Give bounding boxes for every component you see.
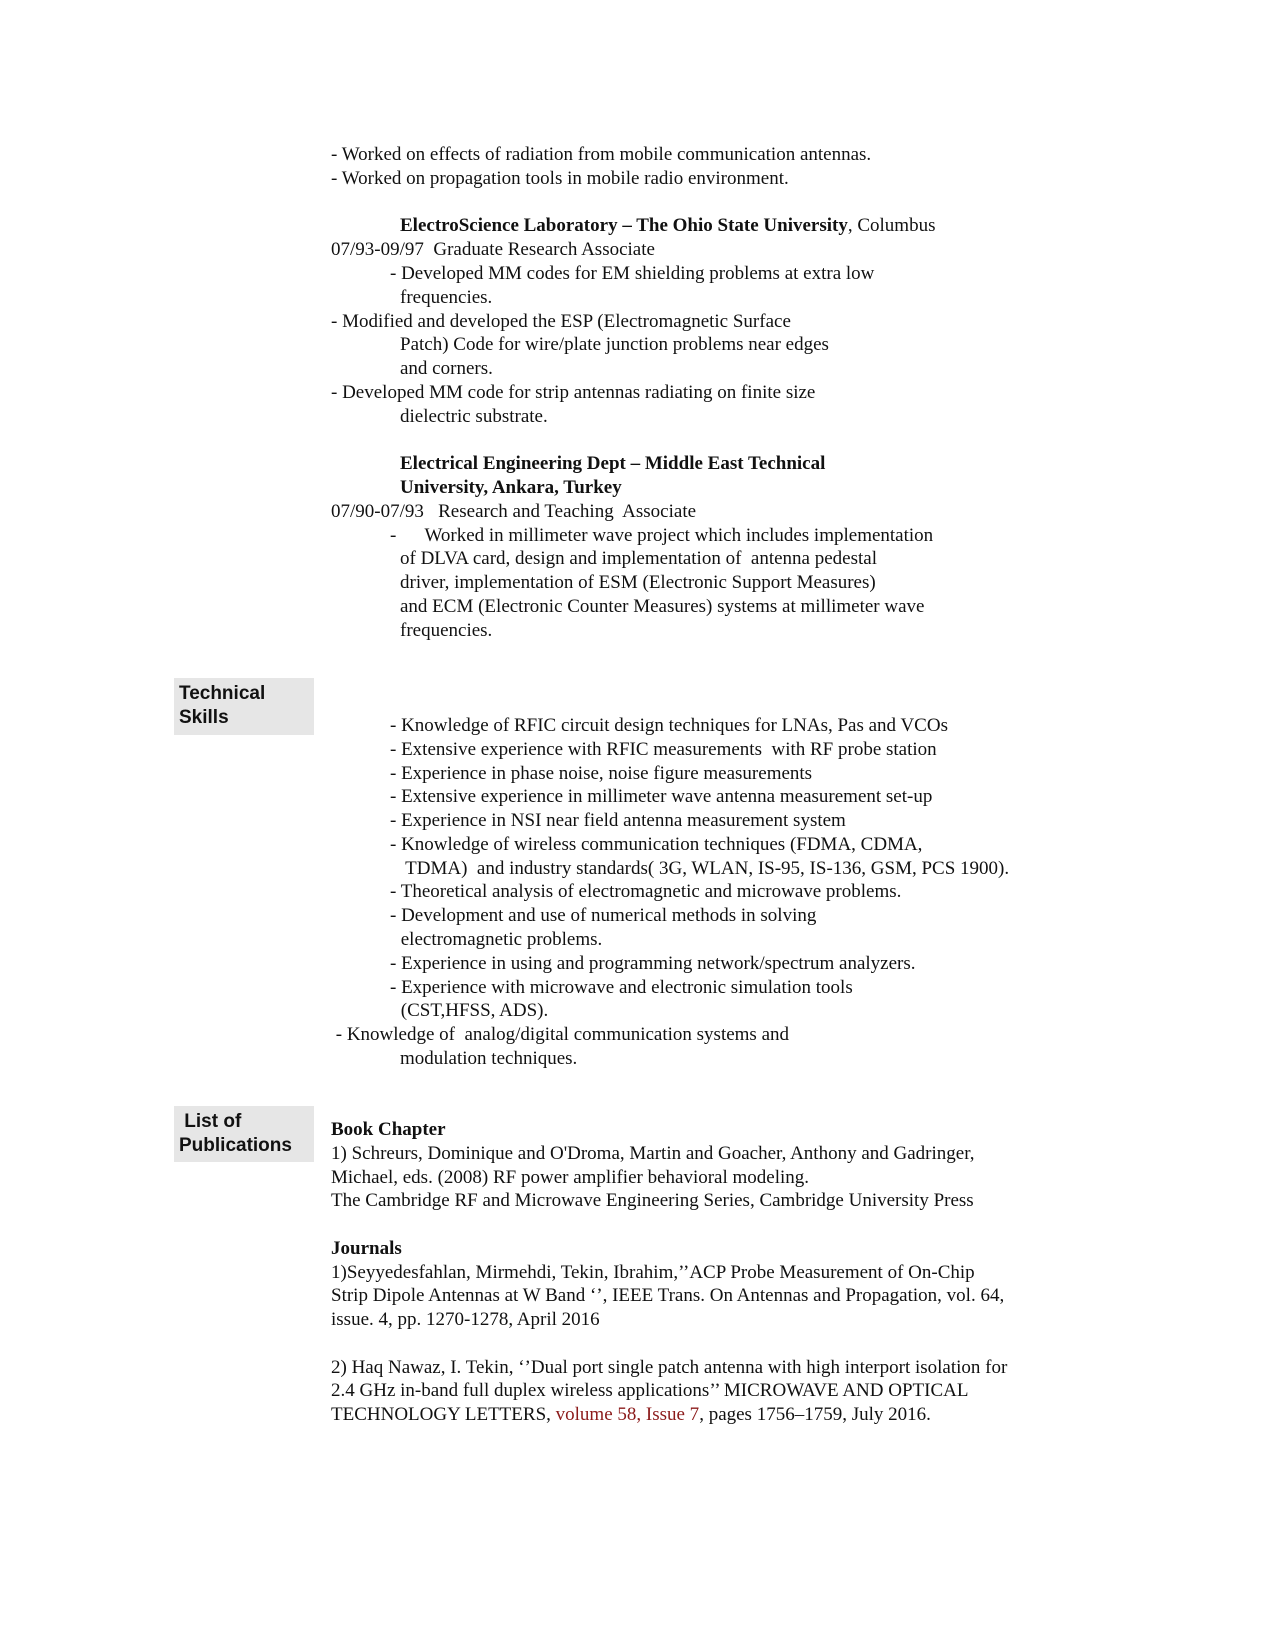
skill-item: - Experience in NSI near field antenna measurement system (390, 810, 846, 831)
job-bullet: - Modified and developed the ESP (Electromagnetic Surface (331, 311, 791, 332)
publication-line: The Cambridge RF and Microwave Engineering Series, Cambridge University Press (331, 1190, 974, 1211)
publication-volume-link[interactable]: volume 58, Issue 7 (555, 1404, 700, 1425)
employer-location: , Columbus (847, 215, 936, 236)
section-label-line: Publications (179, 1135, 292, 1156)
book-chapter-heading: Book Chapter (331, 1119, 446, 1140)
skill-item: - Experience with microwave and electronic simulation tools (390, 977, 853, 998)
job-bullet-cont: frequencies. (400, 287, 493, 308)
job-bullet: - Developed MM code for strip antennas radiating on finite size (331, 382, 816, 403)
job-bullet-cont: and ECM (Electronic Counter Measures) systems at millimeter wave (400, 596, 925, 617)
publication-line (331, 1403, 931, 1427)
experience-bullet: - Worked on propagation tools in mobile radio environment. (331, 168, 789, 189)
skill-item: - Experience in phase noise, noise figure measurements (390, 763, 813, 784)
publication-line: 1) Schreurs, Dominique and O'Droma, Martin and Goacher, Anthony and Gadringer, (331, 1143, 975, 1164)
skill-item: - Knowledge of wireless communication techniques (FDMA, CDMA, (390, 834, 923, 855)
publication-line: 2.4 GHz in-band full duplex wireless applications’’ MICROWAVE AND OPTICAL (331, 1380, 969, 1401)
job-bullet-cont: dielectric substrate. (400, 406, 548, 427)
employer-name: ElectroScience Laboratory – The Ohio State University (400, 215, 848, 236)
job-bullet-cont: of DLVA card, design and implementation of antenna pedestal (400, 548, 877, 569)
skill-item: - Knowledge of RFIC circuit design techniques for LNAs, Pas and VCOs (390, 715, 948, 736)
employer-name: University, Ankara, Turkey (400, 477, 622, 498)
section-label-line: List of (179, 1111, 242, 1132)
skill-item: - Knowledge of analog/digital communication systems and (331, 1024, 790, 1045)
publication-line: 2) Haq Nawaz, I. Tekin, ‘’Dual port single patch antenna with high interport isolation for (331, 1357, 1008, 1378)
skill-item: - Experience in using and programming network/spectrum analyzers. (390, 953, 916, 974)
section-label-publications (174, 1106, 314, 1162)
section-label-line: Technical (179, 683, 266, 704)
employer-heading (400, 214, 935, 238)
section-label-line: Skills (179, 707, 229, 728)
skill-item: - Theoretical analysis of electromagnetic and microwave problems. (390, 881, 902, 902)
job-dates-role: 07/90-07/93 Research and Teaching Associate (331, 501, 697, 522)
job-bullet: - Worked in millimeter wave project which includes implementation (390, 525, 934, 546)
section-label-technical-skills (174, 678, 314, 735)
skill-item-cont: TDMA) and industry standards( 3G, WLAN, IS-95, IS-136, GSM, PCS 1900). (396, 858, 1010, 879)
publication-text: TECHNOLOGY LETTERS, (331, 1404, 556, 1425)
job-bullet-cont: and corners. (400, 358, 493, 379)
skill-item: - Extensive experience in millimeter wave antenna measurement set-up (390, 786, 933, 807)
skill-item: - Development and use of numerical methods in solving (390, 905, 817, 926)
job-bullet: - Developed MM codes for EM shielding problems at extra low (390, 263, 875, 284)
job-bullet-cont: Patch) Code for wire/plate junction problems near edges (400, 334, 829, 355)
publication-text: , pages 1756–1759, July 2016. (699, 1404, 931, 1425)
publication-line: issue. 4, pp. 1270-1278, April 2016 (331, 1309, 600, 1330)
publication-line: Michael, eds. (2008) RF power amplifier behavioral modeling. (331, 1167, 810, 1188)
job-bullet-cont: frequencies. (400, 620, 493, 641)
job-dates-role: 07/93-09/97 Graduate Research Associate (331, 239, 655, 260)
skill-item-cont: (CST,HFSS, ADS). (396, 1000, 549, 1021)
journals-heading: Journals (331, 1238, 402, 1259)
employer-name: Electrical Engineering Dept – Middle East Technical (400, 453, 826, 474)
skill-item-cont: electromagnetic problems. (396, 929, 603, 950)
experience-bullet: - Worked on effects of radiation from mobile communication antennas. (331, 144, 872, 165)
publication-line: Strip Dipole Antennas at W Band ‘’, IEEE Trans. On Antennas and Propagation, vol. 64, (331, 1285, 1005, 1306)
job-bullet-cont: driver, implementation of ESM (Electronic Support Measures) (400, 572, 876, 593)
skill-item: - Extensive experience with RFIC measurements with RF probe station (390, 739, 937, 760)
publication-line: 1)Seyyedesfahlan, Mirmehdi, Tekin, Ibrahim,’’ACP Probe Measurement of On-Chip (331, 1262, 975, 1283)
skill-item-cont: modulation techniques. (400, 1048, 578, 1069)
